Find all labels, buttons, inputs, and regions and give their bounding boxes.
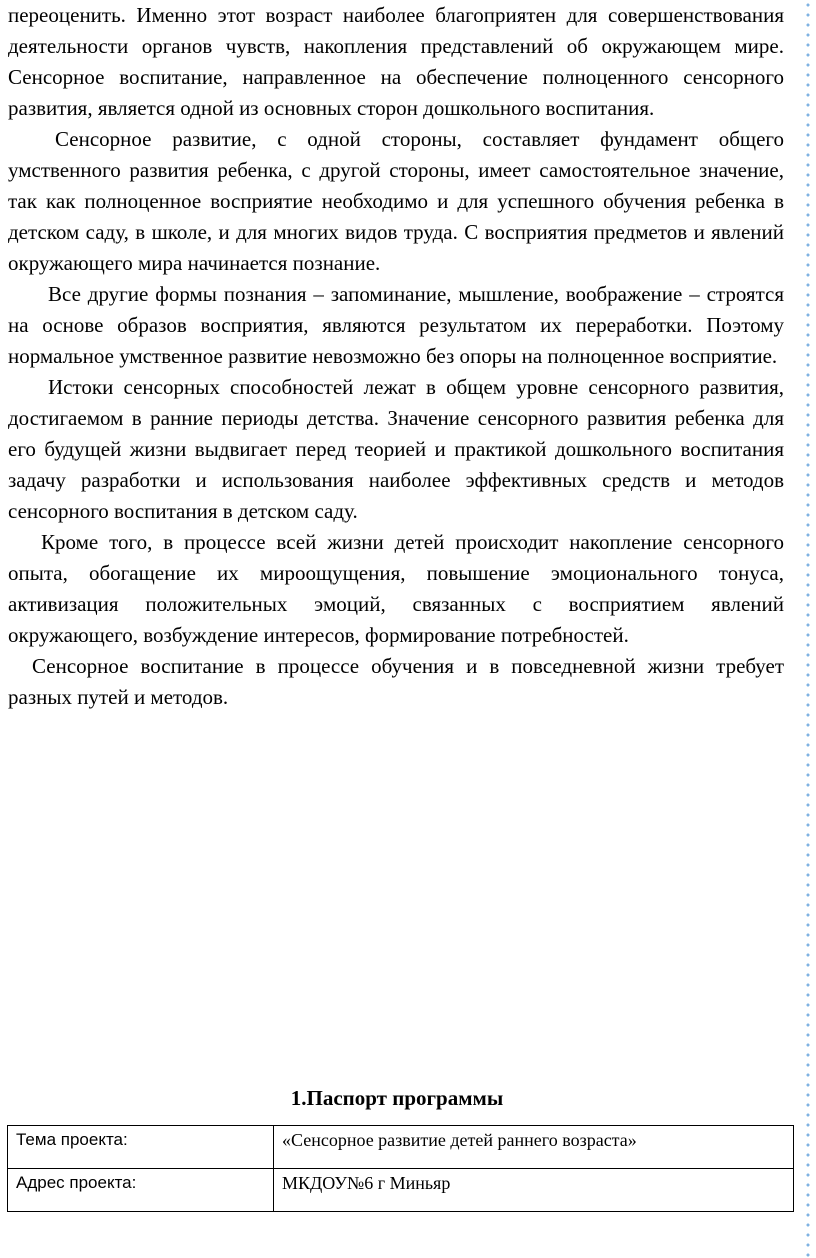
- paragraph-2: Сенсорное развитие, с одной стороны, составляет фундамент общего умственного развития ребенка, с другой стороны, имеет самостоятельное значение, так как полноценное восприятие необходимо и для успешного обучения ребенка в детском саду, в школе, и для многих видов труда. С восприятия предметов и явлений окружающего мира начинается познание.: [8, 127, 784, 275]
- table-cell-label: Тема проекта:: [8, 1126, 274, 1169]
- passport-table: [7, 1125, 794, 1212]
- paragraph-4: Истоки сенсорных способностей лежат в общем уровне сенсорного развития, достигаемом в ранние периоды детства. Значение сенсорного развития ребенка для его будущей жизни выдвигает перед теорией и практикой дошкольного воспитания задачу разработки и использования наиболее эффективных средств и методов сенсорного воспитания в детском саду.: [8, 375, 784, 523]
- page-border-decoration: [804, 0, 812, 1258]
- table-cell-label: Адрес проекта:: [8, 1169, 274, 1212]
- document-body: [8, 0, 784, 713]
- paragraph-6: Сенсорное воспитание в процессе обучения и в повседневной жизни требует разных путей и методов.: [8, 654, 784, 709]
- paragraph-1: переоценить. Именно этот возраст наиболее благоприятен для совершенствования деятельности органов чувств, накопления представлений об окружающем мире. Сенсорное воспитание, направленное на обеспечение полноценного сенсорного развития, является одной из основных сторон дошкольного воспитания.: [8, 3, 784, 120]
- table-row: [8, 1126, 794, 1169]
- section-title: 1.Паспорт программы: [290, 1086, 504, 1110]
- table-cell-value: «Сенсорное развитие детей раннего возраста»: [274, 1126, 794, 1169]
- paragraph-5: Кроме того, в процессе всей жизни детей происходит накопление сенсорного опыта, обогащение их мироощущения, повышение эмоционального тонуса, активизация положительных эмоций, связанных с восприятием явлений окружающего, возбуждение интересов, формирование потребностей.: [8, 530, 784, 647]
- table-cell-value: МКДОУ№6 г Миньяр: [274, 1169, 794, 1212]
- paragraph-3: Все другие формы познания – запоминание, мышление, воображение – строятся на основе образов восприятия, являются результатом их переработки. Поэтому нормальное умственное развитие невозможно без опоры на полноценное восприятие.: [8, 282, 784, 368]
- table-row: [8, 1169, 794, 1212]
